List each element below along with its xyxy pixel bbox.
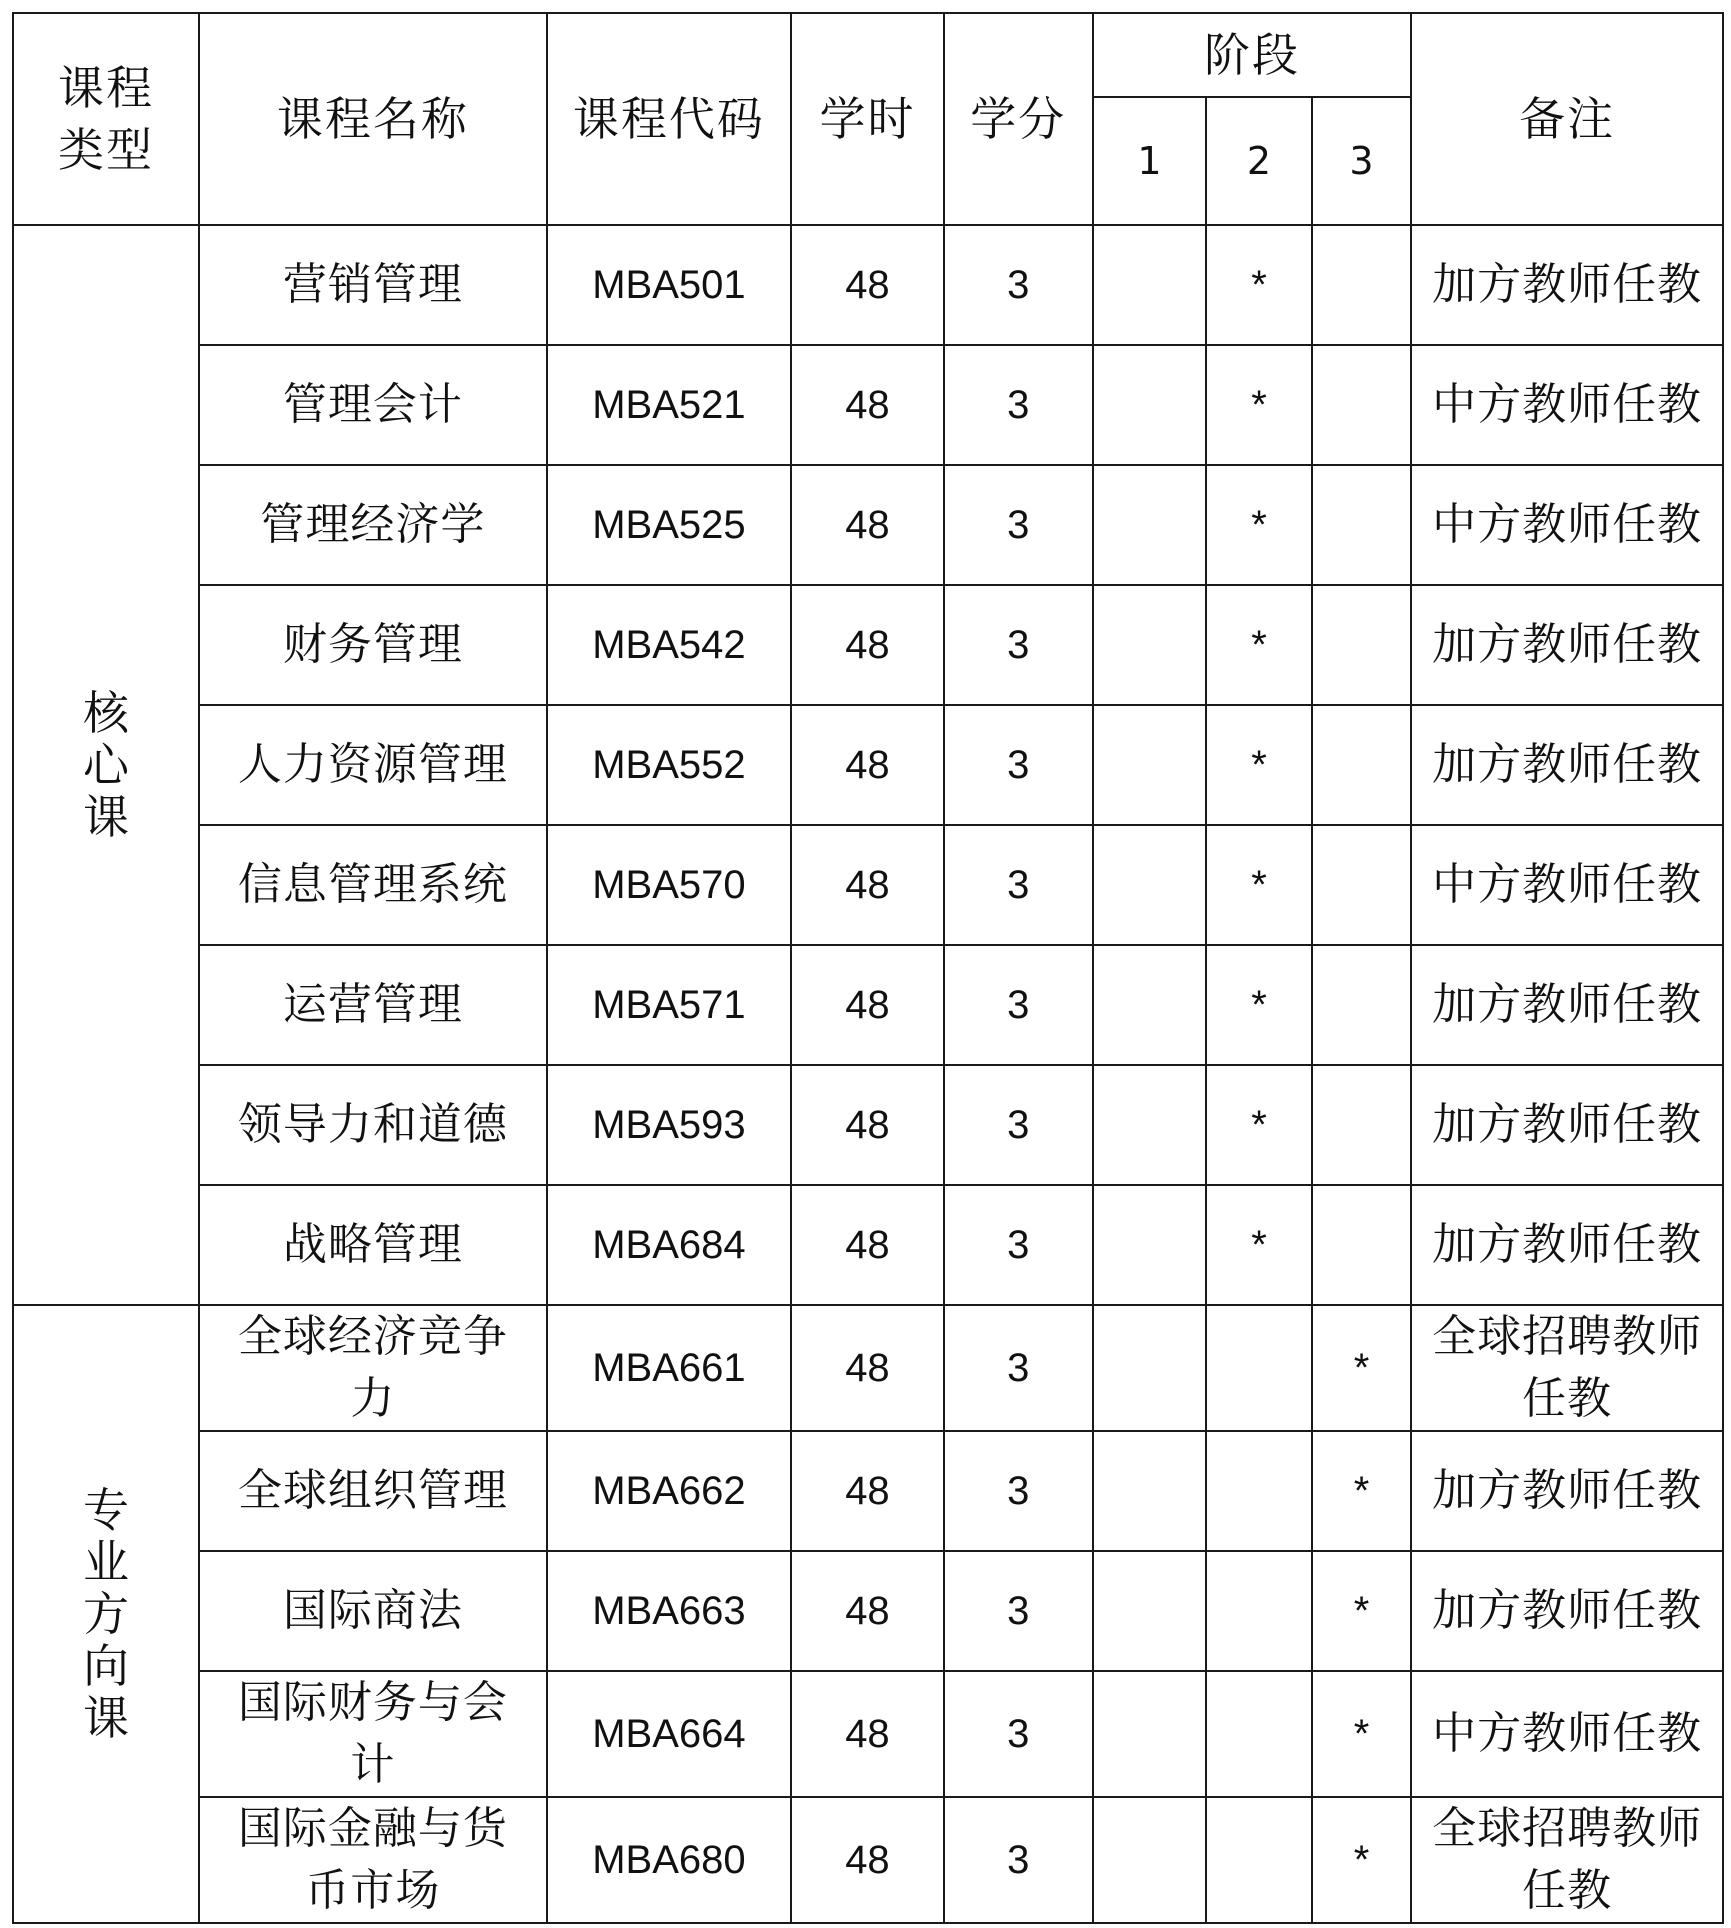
- course-code: MBA525: [547, 465, 791, 585]
- group-core: [13, 225, 199, 1305]
- course-name: [199, 825, 547, 945]
- stage-2-mark: [1206, 1671, 1312, 1797]
- course-note: [1411, 465, 1723, 585]
- course-name: [199, 1305, 547, 1431]
- header-stage-3: 3: [1312, 97, 1412, 225]
- course-hours: 48: [791, 1431, 944, 1551]
- course-hours: 48: [791, 825, 944, 945]
- course-hours: 48: [791, 585, 944, 705]
- course-note: [1411, 1305, 1723, 1431]
- course-credits: 3: [944, 825, 1093, 945]
- course-credits: 3: [944, 225, 1093, 345]
- course-hours: 48: [791, 1551, 944, 1671]
- course-note-text: 加方教师任教: [1432, 1099, 1703, 1150]
- stage-3-mark: [1312, 585, 1412, 705]
- stage-1-mark: [1093, 945, 1207, 1065]
- stage-3-mark: *: [1312, 1431, 1412, 1551]
- course-note: [1411, 705, 1723, 825]
- course-name: [199, 1551, 547, 1671]
- course-note-text: 中方教师任教: [1432, 1708, 1703, 1759]
- course-hours: 48: [791, 705, 944, 825]
- stage-1-mark: [1093, 1065, 1207, 1185]
- header-course-code: 课程代码: [547, 13, 791, 225]
- course-code: MBA501: [547, 225, 791, 345]
- course-code: MBA664: [547, 1671, 791, 1797]
- course-credits: 3: [944, 1431, 1093, 1551]
- table-row: [13, 1797, 1723, 1923]
- course-note-text: 全球招聘教师任教: [1432, 1311, 1703, 1424]
- table-row: [13, 705, 1723, 825]
- table-row: [13, 1671, 1723, 1797]
- group-specialization-label: 专业方向课: [82, 1483, 129, 1745]
- group-core-label: 核心课: [82, 686, 129, 844]
- stage-2-mark: *: [1206, 945, 1312, 1065]
- stage-3-mark: [1312, 465, 1412, 585]
- course-name: [199, 1065, 547, 1185]
- course-name: [199, 225, 547, 345]
- header-credits: 学分: [944, 13, 1093, 225]
- course-name-text: 全球组织管理: [237, 1465, 508, 1516]
- table-row: [13, 825, 1723, 945]
- stage-2-mark: *: [1206, 585, 1312, 705]
- stage-2-mark: *: [1206, 825, 1312, 945]
- course-code: MBA571: [547, 945, 791, 1065]
- course-credits: 3: [944, 1671, 1093, 1797]
- course-credits: 3: [944, 705, 1093, 825]
- course-name: [199, 345, 547, 465]
- stage-2-mark: *: [1206, 1185, 1312, 1305]
- course-code: MBA662: [547, 1431, 791, 1551]
- course-note-text: 加方教师任教: [1432, 1219, 1703, 1270]
- course-credits: 3: [944, 945, 1093, 1065]
- stage-1-mark: [1093, 1431, 1207, 1551]
- course-code: MBA663: [547, 1551, 791, 1671]
- course-credits: 3: [944, 1797, 1093, 1923]
- stage-2-mark: *: [1206, 1065, 1312, 1185]
- course-credits: 3: [944, 585, 1093, 705]
- course-hours: 48: [791, 345, 944, 465]
- course-name-text: 信息管理系统: [237, 859, 508, 910]
- course-credits: 3: [944, 1551, 1093, 1671]
- course-hours: 48: [791, 465, 944, 585]
- course-name-text: 财务管理: [282, 619, 463, 670]
- header-notes: 备注: [1411, 13, 1723, 225]
- header-row: [13, 13, 1723, 97]
- course-name-text: 全球经济竞争力: [237, 1311, 508, 1424]
- course-note-text: 中方教师任教: [1432, 859, 1703, 910]
- course-name: [199, 1185, 547, 1305]
- course-note: [1411, 1671, 1723, 1797]
- course-note-text: 加方教师任教: [1432, 1585, 1703, 1636]
- course-note: [1411, 825, 1723, 945]
- course-hours: 48: [791, 1305, 944, 1431]
- course-code: MBA593: [547, 1065, 791, 1185]
- course-name: [199, 1797, 547, 1923]
- course-note-text: 加方教师任教: [1432, 259, 1703, 310]
- stage-1-mark: [1093, 1671, 1207, 1797]
- course-code: MBA680: [547, 1797, 791, 1923]
- stage-1-mark: [1093, 1185, 1207, 1305]
- course-note: [1411, 945, 1723, 1065]
- stage-2-mark: [1206, 1551, 1312, 1671]
- course-code: MBA570: [547, 825, 791, 945]
- course-hours: 48: [791, 1671, 944, 1797]
- course-credits: 3: [944, 465, 1093, 585]
- stage-2-mark: *: [1206, 345, 1312, 465]
- course-note-text: 加方教师任教: [1432, 739, 1703, 790]
- header-course-name: 课程名称: [199, 13, 547, 225]
- stage-1-mark: [1093, 585, 1207, 705]
- stage-3-mark: [1312, 1185, 1412, 1305]
- course-note-text: 中方教师任教: [1432, 499, 1703, 550]
- header-stage-1: 1: [1093, 97, 1207, 225]
- course-hours: 48: [791, 945, 944, 1065]
- course-credits: 3: [944, 1305, 1093, 1431]
- course-name-text: 运营管理: [282, 979, 463, 1030]
- table-row: [13, 1431, 1723, 1551]
- course-note-text: 加方教师任教: [1432, 1465, 1703, 1516]
- header-hours: 学时: [791, 13, 944, 225]
- table-row: [13, 585, 1723, 705]
- course-note: [1411, 345, 1723, 465]
- course-note: [1411, 225, 1723, 345]
- header-stage: 阶段: [1093, 13, 1412, 97]
- course-name-text: 人力资源管理: [237, 739, 508, 790]
- header-stage-2: 2: [1206, 97, 1312, 225]
- course-table: [12, 12, 1724, 1924]
- stage-1-mark: [1093, 225, 1207, 345]
- course-name-text: 战略管理: [282, 1219, 463, 1270]
- stage-2-mark: *: [1206, 465, 1312, 585]
- stage-1-mark: [1093, 465, 1207, 585]
- course-hours: 48: [791, 225, 944, 345]
- table-row: [13, 345, 1723, 465]
- course-name-text: 营销管理: [282, 259, 463, 310]
- course-credits: 3: [944, 1065, 1093, 1185]
- course-hours: 48: [791, 1797, 944, 1923]
- stage-1-mark: [1093, 1305, 1207, 1431]
- group-specialization: [13, 1305, 199, 1923]
- course-name-text: 国际金融与货币市场: [237, 1803, 508, 1916]
- course-code: MBA552: [547, 705, 791, 825]
- course-note: [1411, 1065, 1723, 1185]
- course-name-text: 国际商法: [282, 1585, 463, 1636]
- course-name-text: 领导力和道德: [237, 1099, 508, 1150]
- stage-1-mark: [1093, 345, 1207, 465]
- header-course-type: 课程类型: [13, 13, 199, 225]
- stage-1-mark: [1093, 1551, 1207, 1671]
- course-note: [1411, 1431, 1723, 1551]
- course-code: MBA661: [547, 1305, 791, 1431]
- stage-3-mark: *: [1312, 1305, 1412, 1431]
- course-hours: 48: [791, 1185, 944, 1305]
- table-row: [13, 1065, 1723, 1185]
- course-name: [199, 1431, 547, 1551]
- course-note: [1411, 585, 1723, 705]
- course-note-text: 加方教师任教: [1432, 979, 1703, 1030]
- stage-3-mark: [1312, 705, 1412, 825]
- table-row: [13, 1305, 1723, 1431]
- stage-2-mark: *: [1206, 705, 1312, 825]
- stage-2-mark: [1206, 1305, 1312, 1431]
- course-note: [1411, 1551, 1723, 1671]
- stage-3-mark: [1312, 345, 1412, 465]
- course-name-text: 管理经济学: [260, 499, 486, 550]
- course-code: MBA521: [547, 345, 791, 465]
- course-credits: 3: [944, 1185, 1093, 1305]
- table-row: [13, 465, 1723, 585]
- course-note: [1411, 1185, 1723, 1305]
- table-row: [13, 1185, 1723, 1305]
- course-note: [1411, 1797, 1723, 1923]
- course-name-text: 管理会计: [282, 379, 463, 430]
- course-note-text: 加方教师任教: [1432, 619, 1703, 670]
- course-code: MBA542: [547, 585, 791, 705]
- course-credits: 3: [944, 345, 1093, 465]
- course-hours: 48: [791, 1065, 944, 1185]
- table-row: [13, 1551, 1723, 1671]
- stage-3-mark: *: [1312, 1551, 1412, 1671]
- stage-2-mark: *: [1206, 225, 1312, 345]
- stage-3-mark: [1312, 945, 1412, 1065]
- stage-3-mark: [1312, 1065, 1412, 1185]
- course-name: [199, 705, 547, 825]
- course-note-text: 中方教师任教: [1432, 379, 1703, 430]
- course-name: [199, 465, 547, 585]
- stage-1-mark: [1093, 1797, 1207, 1923]
- stage-3-mark: [1312, 825, 1412, 945]
- stage-2-mark: [1206, 1797, 1312, 1923]
- stage-1-mark: [1093, 705, 1207, 825]
- course-code: MBA684: [547, 1185, 791, 1305]
- stage-3-mark: *: [1312, 1671, 1412, 1797]
- course-name: [199, 945, 547, 1065]
- stage-3-mark: *: [1312, 1797, 1412, 1923]
- course-note-text: 全球招聘教师任教: [1432, 1803, 1703, 1916]
- course-name: [199, 585, 547, 705]
- stage-3-mark: [1312, 225, 1412, 345]
- stage-2-mark: [1206, 1431, 1312, 1551]
- course-name-text: 国际财务与会计: [237, 1677, 508, 1790]
- course-name: [199, 1671, 547, 1797]
- table-row: [13, 225, 1723, 345]
- table-row: [13, 945, 1723, 1065]
- stage-1-mark: [1093, 825, 1207, 945]
- course-table-container: [12, 12, 1724, 1924]
